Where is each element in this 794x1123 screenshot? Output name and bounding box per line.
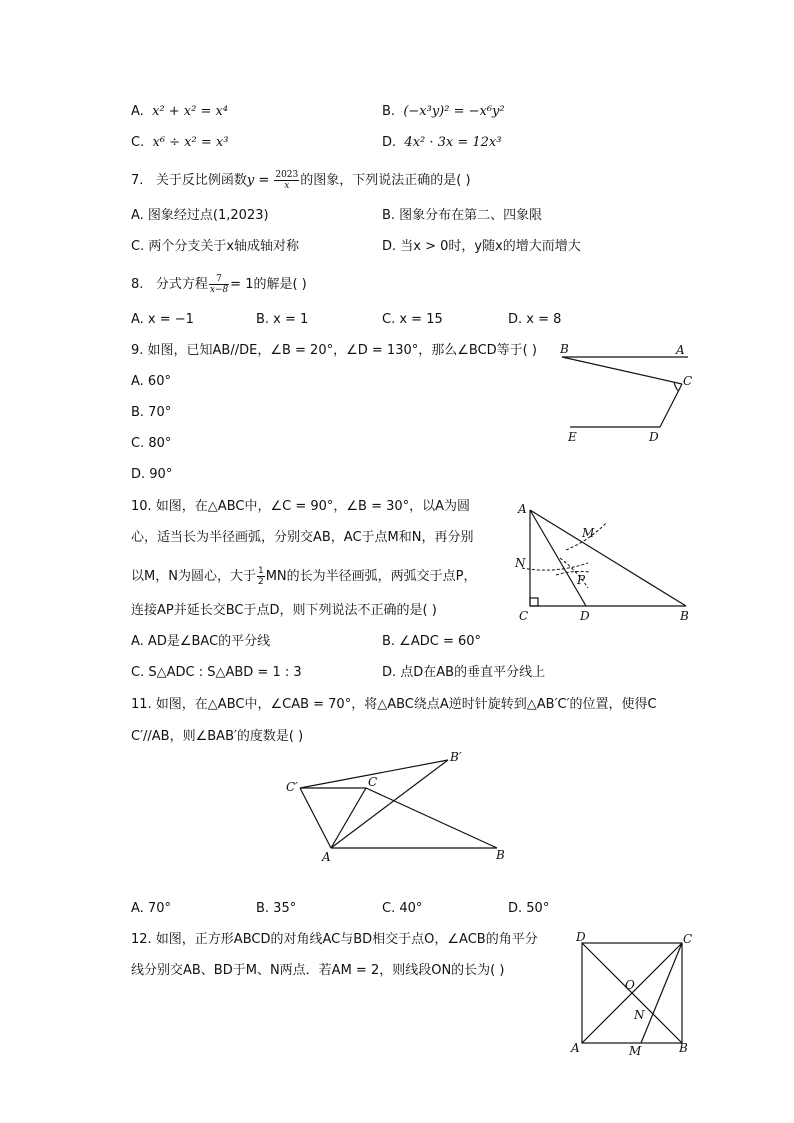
q10-line2: 心，适当长为半径画弧，分别交AB，AC于点M和N，再分别 — [131, 530, 474, 545]
q10-label-m: M — [582, 526, 595, 540]
q11-option-d: D. 50° — [508, 901, 550, 916]
q10-half-num: 1 — [257, 566, 264, 576]
q11-option-a: A. 70° — [131, 901, 171, 916]
q10-label-b: B — [680, 609, 689, 623]
q12-label-d: D — [576, 930, 586, 944]
q10-label-c: C — [519, 609, 529, 623]
q10-option-a: A. AD是∠BAC的平分线 — [131, 634, 271, 649]
q12-line1: 12. 如图，正方形ABCD的对角线AC与BD相交于点O，∠ACB的角平分 — [131, 932, 538, 947]
q9-label-c: C — [683, 374, 693, 388]
q11-option-c: C. 40° — [382, 901, 423, 916]
q6-option-a-text: x² + x² = x⁴ — [152, 104, 229, 119]
q7-option-d: D. 当x > 0时，y随x的增大而增大 — [382, 239, 581, 254]
q8-option-a: A. x = −1 — [131, 312, 194, 327]
q11-label-c-prime: C′ — [286, 780, 298, 794]
q8-number: 8. — [131, 277, 144, 292]
q10-line4: 连接AP并延长交BC于点D，则下列说法不正确的是( ) — [131, 603, 437, 618]
q6-option-c-label: C. — [131, 135, 145, 150]
q9-option-a: A. 60° — [131, 374, 171, 389]
q9-label-e: E — [568, 430, 577, 444]
q9-stem: 9. 如图，已知AB//DE，∠B = 20°，∠D = 130°，那么∠BCD等于( ) — [131, 343, 537, 358]
q10-line1: 10. 如图，在△ABC中，∠C = 90°，∠B = 30°，以A为圆 — [131, 499, 471, 514]
q11-line1: 11. 如图，在△ABC中，∠CAB = 70°，将△ABC绕点A逆时针旋转到△AB′C′的位置，使得C — [131, 697, 657, 712]
q11-line2: C′//AB，则∠BAB′的度数是( ) — [131, 729, 304, 744]
q10-label-p: P — [577, 573, 586, 587]
q7-fraction-den: x — [284, 181, 290, 191]
q7-func-lhs: y — [246, 173, 255, 188]
q10-label-d: D — [580, 609, 590, 623]
q8-fraction-num: 7 — [209, 274, 229, 285]
q12-label-b: B — [679, 1041, 688, 1055]
q6-option-d-text: 4x² · 3x = 12x³ — [404, 135, 502, 150]
q6-option-a-label: A. — [131, 104, 144, 119]
q11-label-a: A — [322, 850, 331, 864]
q11-option-b: B. 35° — [256, 901, 297, 916]
q10-label-n: N — [515, 556, 526, 570]
q10-line3-pre: 以M，N为圆心，大于 — [131, 569, 256, 584]
q7-option-b: B. 图象分布在第二、四象限 — [382, 208, 543, 223]
q8-fraction-den: x−8 — [209, 285, 229, 295]
q12-line2: 线分别交AB、BD于M、N两点．若AM = 2，则线段ON的长为( ) — [131, 963, 505, 978]
q10-label-a: A — [518, 502, 527, 516]
q10-option-c: C. S△ADC : S△ABD = 1 : 3 — [131, 665, 302, 680]
q12-label-n: N — [634, 1008, 645, 1022]
q6-option-b-label: B. — [382, 104, 396, 119]
q12-label-o: O — [625, 978, 635, 992]
q9-option-d: D. 90° — [131, 467, 173, 482]
q9-option-c: C. 80° — [131, 436, 172, 451]
q7-stem-pre: 关于反比例函数 — [155, 173, 247, 188]
q6-option-c-text: x⁶ ÷ x² = x³ — [152, 135, 229, 150]
q7-option-a: A. 图象经过点(1,2023) — [131, 208, 269, 223]
q9-label-a: A — [676, 343, 685, 357]
q10-option-d: D. 点D在AB的垂直平分线上 — [382, 665, 546, 680]
q11-label-b: B — [496, 848, 505, 862]
q8-option-c: C. x = 15 — [382, 312, 443, 327]
q8-option-d: D. x = 8 — [508, 312, 562, 327]
q7-fraction-num: 2023 — [275, 170, 299, 180]
q8-option-b: B. x = 1 — [256, 312, 309, 327]
q10-option-b: B. ∠ADC = 60° — [382, 634, 482, 649]
q12-label-m: M — [629, 1044, 642, 1058]
q12-bisector-cm — [641, 943, 682, 1043]
q6-option-d-label: D. — [382, 135, 397, 150]
q10-half-den: 2 — [257, 577, 264, 587]
q12-label-c: C — [683, 932, 693, 946]
q8-stem-post: = 1的解是( ) — [230, 277, 307, 292]
q7-option-c: C. 两个分支关于x轴成轴对称 — [131, 239, 300, 254]
q7-stem: 7. 关于反比例函数y = $\frac{2023}{x}$ 的图象，下列说法正确的是( ) — [131, 170, 471, 191]
q12-label-a: A — [571, 1041, 580, 1055]
q9-label-b: B — [560, 342, 569, 356]
q6-option-b-text: (−x³y)² = −x⁶y² — [403, 104, 505, 119]
q11-label-c: C — [368, 775, 378, 789]
q11-label-b-prime: B′ — [450, 750, 462, 764]
q9-option-b: B. 70° — [131, 405, 172, 420]
q7-number: 7. — [131, 173, 144, 188]
q8-stem-pre: 分式方程 — [155, 277, 208, 292]
q7-stem-post: 的图象，下列说法正确的是( ) — [300, 173, 471, 188]
q10-line3-post: MN的长为半径画弧，两弧交于点P， — [265, 569, 477, 584]
q9-label-d: D — [649, 430, 659, 444]
